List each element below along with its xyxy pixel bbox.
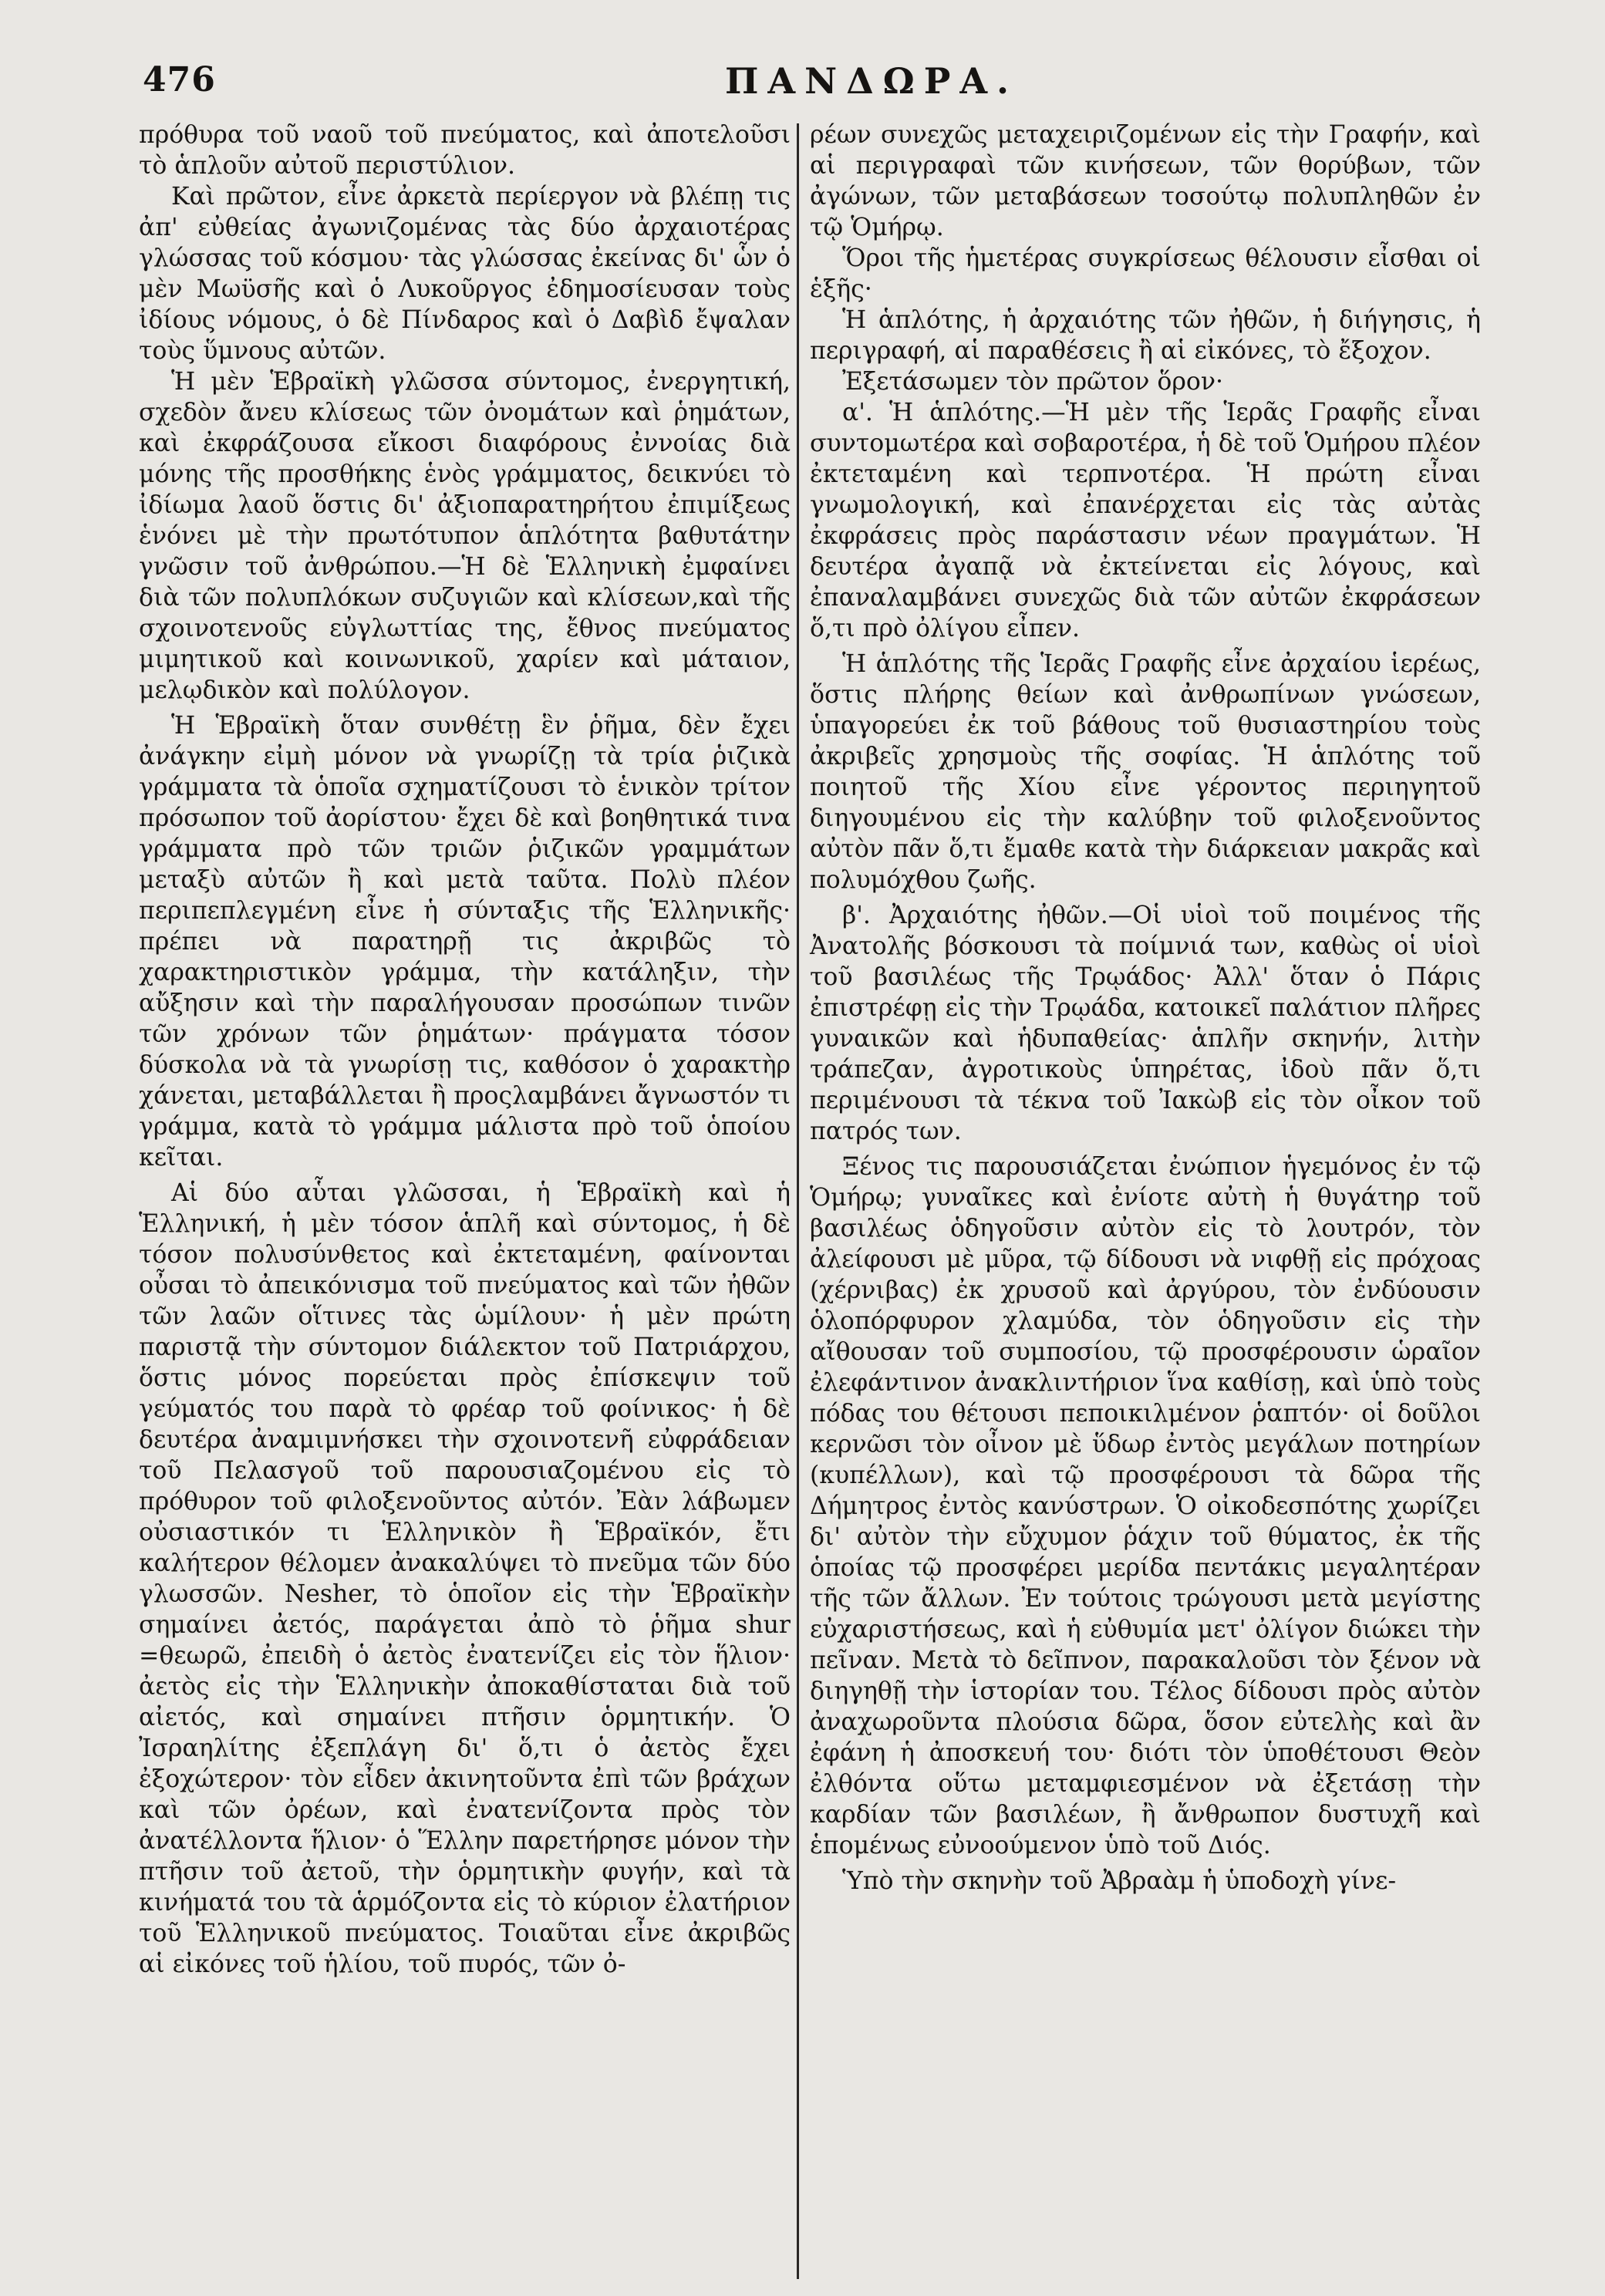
paragraph: Ἡ Ἑβραϊκὴ ὅταν συνθέτῃ ἓν ῥῆμα, δὲν ἔχει ἀνάγκην εἰμὴ μόνον νὰ γνωρίζῃ τὰ τρία ῥιζικὰ γράμματα τὰ ὁποῖα σχηματίζουσι τὸ ἑνικὸν τρίτον πρόσωπον τοῦ ἀορίστου· ἔχει δὲ καὶ βοηθητικά τινα γράμματα πρὸ τῶν τριῶν ῥιζικῶν γραμμάτων μεταξὺ αὐτῶν ἢ καὶ μετὰ ταῦτα. Πολὺ πλέον περιπεπλεγμένη εἶνε ἡ σύνταξις τῆς Ἑλληνικῆς· πρέπει νὰ παρατηρῇ τις ἀκριβῶς τὸ χαρακτηριστικὸν γράμμα, τὴν κατάληξιν, τὴν αὔξησιν καὶ τὴν παραλήγουσαν προσώπων τινῶν τῶν χρόνων τῶν ῥημάτων· πράγματα τόσον δύσκολα νὰ τὰ γνωρίσῃ τις, καθόσον ὁ χαρακτὴρ χάνεται, μεταβάλλεται ἢ προςλαμβάνει ἄγνωστόν τι γράμμα, κατὰ τὸ γράμμα μάλιστα πρὸ τοῦ ὁποίου κεῖται. — [139, 712, 791, 1172]
right-column — [810, 120, 1481, 1896]
paragraph: Ὑπὸ τὴν σκηνὴν τοῦ Ἀβραὰμ ἡ ὑποδοχὴ γίνε- — [842, 1867, 1397, 1895]
left-column — [139, 120, 791, 1980]
paragraph: ρέων συνεχῶς μεταχειριζομένων εἰς τὴν Γραφήν, καὶ αἱ περιγραφαὶ τῶν κινήσεων, τῶν θορύβων, τῶν ἀγώνων, τῶν μεταβάσεων τοσούτῳ πολυπληθῶν ἐν τῷ Ὁμήρῳ. — [810, 121, 1481, 241]
paragraph: Καὶ πρῶτον, εἶνε ἀρκετὰ περίεργον νὰ βλέπῃ τις ἀπ' εὐθείας ἀγωνιζομένας τὰς δύο ἀρχαιοτέρας γλώσσας τοῦ κόσμου· τὰς γλώσσας ἐκείνας δι' ὧν ὁ μὲν Μωϋσῆς καὶ ὁ Λυκοῦργος ἐδημοσίευσαν τοὺς ἰδίους νόμους, ὁ δὲ Πίνδαρος καὶ ὁ Δαβὶδ ἔψαλαν τοὺς ὕμνους αὐτῶν. — [139, 183, 791, 365]
running-title: ΠΑΝΔΩΡΑ. — [724, 60, 1019, 102]
page-number: 476 — [143, 60, 216, 99]
paragraph: Ἡ μὲν Ἑβραϊκὴ γλῶσσα σύντομος, ἐνεργητική, σχεδὸν ἄνευ κλίσεως τῶν ὀνομάτων καὶ ῥημάτων, καὶ ἐκφράζουσα εἴκοσι διαφόρους ἐννοίας διὰ μόνης τῆς προσθήκης ἑνὸς γράμματος, δεικνύει τὸ ἰδίωμα λαοῦ ὅστις δι' ἀξιοπαρατηρήτου ἐπιμίξεως ἑνόνει μὲ τὴν πρωτότυπον ἁπλότητα βαθυτάτην γνῶσιν τοῦ ἀνθρώπου.—Ἡ δὲ Ἑλληνικὴ ἐμφαίνει διὰ τῶν πολυπλόκων συζυγιῶν καὶ κλίσεων,καὶ τῆς σχοινοτενοῦς εὐγλωττίας της, ἔθνος πνεύματος μιμητικοῦ καὶ κοινωνικοῦ, χαρίεν καὶ μάταιον, μελῳδικὸν καὶ πολύλογον. — [139, 368, 791, 704]
paragraph: πρόθυρα τοῦ ναοῦ τοῦ πνεύματος, καὶ ἀποτελοῦσι τὸ ἁπλοῦν αὐτοῦ περιστύλιον. — [139, 121, 791, 180]
paragraph: Ἡ ἁπλότης, ἡ ἀρχαιότης τῶν ἠθῶν, ἡ διήγησις, ἡ περιγραφή, αἱ παραθέσεις ἢ αἱ εἰκόνες, τὸ ἔξοχον. — [810, 306, 1481, 365]
page-header — [143, 60, 1600, 114]
paragraph: Αἱ δύο αὗται γλῶσσαι, ἡ Ἑβραϊκὴ καὶ ἡ Ἑλληνική, ἡ μὲν τόσον ἁπλῆ καὶ σύντομος, ἡ δὲ τόσον πολυσύνθετος καὶ ἐκτεταμένη, φαίνονται οὖσαι τὸ ἀπεικόνισμα τοῦ πνεύματος καὶ τῶν ἠθῶν τῶν λαῶν οἵτινες τὰς ὡμίλουν· ἡ μὲν πρώτη παριστᾷ τὴν σύντομον διάλεκτον τοῦ Πατριάρχου, ὅστις μόνος πορεύεται πρὸς ἐπίσκεψιν τοῦ γεύματός του παρὰ τὸ φρέαρ τοῦ φοίνικος· ἡ δὲ δευτέρα ἀναμιμνήσκει τὴν σχοινοτενῆ εὐφράδειαν τοῦ Πελασγοῦ τοῦ παρουσιαζομένου εἰς τὸ πρόθυρον τοῦ φιλοξενοῦντος αὐτόν. Ἐὰν λάβωμεν οὐσιαστικόν τι Ἑλληνικὸν ἢ Ἑβραϊκόν, ἔτι καλήτερον θέλομεν ἀνακαλύψει τὸ πνεῦμα τῶν δύο γλωσσῶν. Nesher, τὸ ὁποῖον εἰς τὴν Ἑβραϊκὴν σημαίνει ἀετός, παράγεται ἀπὸ τὸ ῥῆμα shur =θεωρῶ, ἐπειδὴ ὁ ἀετὸς ἐνατενίζει εἰς τὸν ἥλιον· ἀετὸς εἰς τὴν Ἑλληνικὴν ἀποκαθίσταται διὰ τοῦ αἰετός, καὶ σημαίνει πτῆσιν ὁρμητικήν. Ὁ Ἰσραηλίτης ἐξεπλάγη δι' ὅ,τι ὁ ἀετὸς ἔχει ἐξοχώτερον· τὸν εἶδεν ἀκινητοῦντα ἐπὶ τῶν βράχων καὶ τῶν ὀρέων, καὶ ἐνατενίζοντα πρὸς τὸν ἀνατέλλοντα ἥλιον· ὁ Ἕλλην παρετήρησε μόνον τὴν πτῆσιν τοῦ ἀετοῦ, τὴν ὁρμητικὴν φυγήν, καὶ τὰ κινήματά του τὰ ἁρμόζοντα εἰς τὸ κύριον ἐλατήριον τοῦ Ἑλληνικοῦ πνεύματος. Τοιαῦται εἶνε ἀκριβῶς αἱ εἰκόνες τοῦ ἡλίου, τοῦ πυρός, τῶν ὀ- — [139, 1179, 791, 1978]
paragraph: β'. Ἀρχαιότης ἠθῶν.—Οἱ υἱοὶ τοῦ ποιμένος τῆς Ἀνατολῆς βόσκουσι τὰ ποίμνιά των, καθὼς οἱ υἱοὶ τοῦ βασιλέως τῆς Τρῳάδος· Ἀλλ' ὅταν ὁ Πάρις ἐπιστρέφῃ εἰς τὴν Τρῳάδα, κατοικεῖ παλάτιον πλῆρες γυναικῶν καὶ ἡδυπαθείας· ἁπλῆν σκηνήν, λιτὴν τράπεζαν, ἀγροτικοὺς ὑπηρέτας, ἰδοὺ πᾶν ὅ,τι περιμένουσι τὰ τέκνα τοῦ Ἰακὼβ εἰς τὸν οἶκον τοῦ πατρός των. — [810, 902, 1481, 1145]
column-divider — [797, 123, 799, 2279]
paragraph: α'. Ἡ ἁπλότης.—Ἡ μὲν τῆς Ἱερᾶς Γραφῆς εἶναι συντομωτέρα καὶ σοβαροτέρα, ἡ δὲ τοῦ Ὁμήρου πλέον ἐκτεταμένη καὶ τερπνοτέρα. Ἡ πρώτη εἶναι γνωμολογική, καὶ ἐπανέρχεται εἰς τὰς αὐτὰς ἐκφράσεις πρὸς παράστασιν νέων πραγμάτων. Ἡ δευτέρα ἀγαπᾷ νὰ ἐκτείνεται εἰς λόγους, καὶ ἐπαναλαμβάνει συνεχῶς διὰ τῶν αὐτῶν ἐκφράσεων ὅ,τι πρὸ ὀλίγου εἶπεν. — [810, 399, 1481, 642]
paragraph: Ξένος τις παρουσιάζεται ἐνώπιον ἡγεμόνος ἐν τῷ Ὁμήρῳ; γυναῖκες καὶ ἐνίοτε αὐτὴ ἡ θυγάτηρ τοῦ βασιλέως ὁδηγοῦσιν αὐτὸν εἰς τὸ λουτρόν, τὸν ἀλείφουσι μὲ μῦρα, τῷ δίδουσι νὰ νιφθῇ εἰς πρόχοας (χέρνιβας) ἐκ χρυσοῦ καὶ ἀργύρου, τὸν ἐνδύουσιν ὁλοπόρφυρον χλαμύδα, τὸν ὁδηγοῦσιν εἰς τὴν αἴθουσαν τοῦ συμποσίου, τῷ προσφέρουσιν ὡραῖον ἐλεφάντινον ἀνακλιντήριον ἵνα καθίσῃ, καὶ ὑπὸ τοὺς πόδας του θέτουσι πεποικιλμένον ῥαπτόν· οἱ δοῦλοι κερνῶσι τὸν οἶνον μὲ ὕδωρ ἐντὸς μεγάλων ποτηρίων (κυπέλλων), καὶ τῷ προσφέρουσι τὰ δῶρα τῆς Δήμητρος ἐντὸς κανύστρων. Ὁ οἰκοδεσπότης χωρίζει δι' αὐτὸν τὴν εὔχυμον ῥάχιν τοῦ θύματος, ἐκ τῆς ὁποίας τῷ προσφέρει μερίδα πεντάκις μεγαλητέραν τῆς τῶν ἄλλων. Ἐν τούτοις τρώγουσι μετὰ μεγίστης εὐχαριστήσεως, καὶ ἡ εὐθυμία μετ' ὀλίγον διώκει τὴν πεῖναν. Μετὰ τὸ δεῖπνον, παρακαλοῦσι τὸν ξένον νὰ διηγηθῇ τὴν ἱστορίαν του. Τέλος δίδουσι πρὸς αὐτὸν ἀναχωροῦντα πλούσια δῶρα, ὅσον εὐτελὴς καὶ ἂν ἐφάνη ἡ ἀποσκευή του· διότι τὸν ὑποθέτουσι Θεὸν ἐλθόντα οὕτω μεταμφιεσμένον νὰ ἐξετάσῃ τὴν καρδίαν τῶν βασιλέων, ἢ ἄνθρωπον δυστυχῆ καὶ ἑπομένως εὐνοούμενον ὑπὸ τοῦ Διός. — [810, 1153, 1481, 1859]
paragraph: Ἐξετάσωμεν τὸν πρῶτον ὅρον· — [842, 368, 1224, 396]
paragraph: Ὅροι τῆς ἡμετέρας συγκρίσεως θέλουσιν εἶσθαι οἱ ἑξῆς· — [810, 244, 1481, 303]
paragraph: Ἡ ἁπλότης τῆς Ἱερᾶς Γραφῆς εἶνε ἀρχαίου ἱερέως, ὅστις πλήρης θείων καὶ ἀνθρωπίνων γνώσεων, ὑπαγορεύει ἐκ τοῦ βάθους τοῦ θυσιαστηρίου τοὺς ἀκριβεῖς χρησμοὺς τῆς σοφίας. Ἡ ἁπλότης τοῦ ποιητοῦ τῆς Χίου εἶνε γέροντος περιηγητοῦ διηγουμένου εἰς τὴν καλύβην τοῦ φιλοξενοῦντος αὐτὸν πᾶν ὅ,τι ἔμαθε κατὰ τὴν διάρκειαν μακρᾶς καὶ πολυμόχθου ζωῆς. — [810, 650, 1481, 894]
